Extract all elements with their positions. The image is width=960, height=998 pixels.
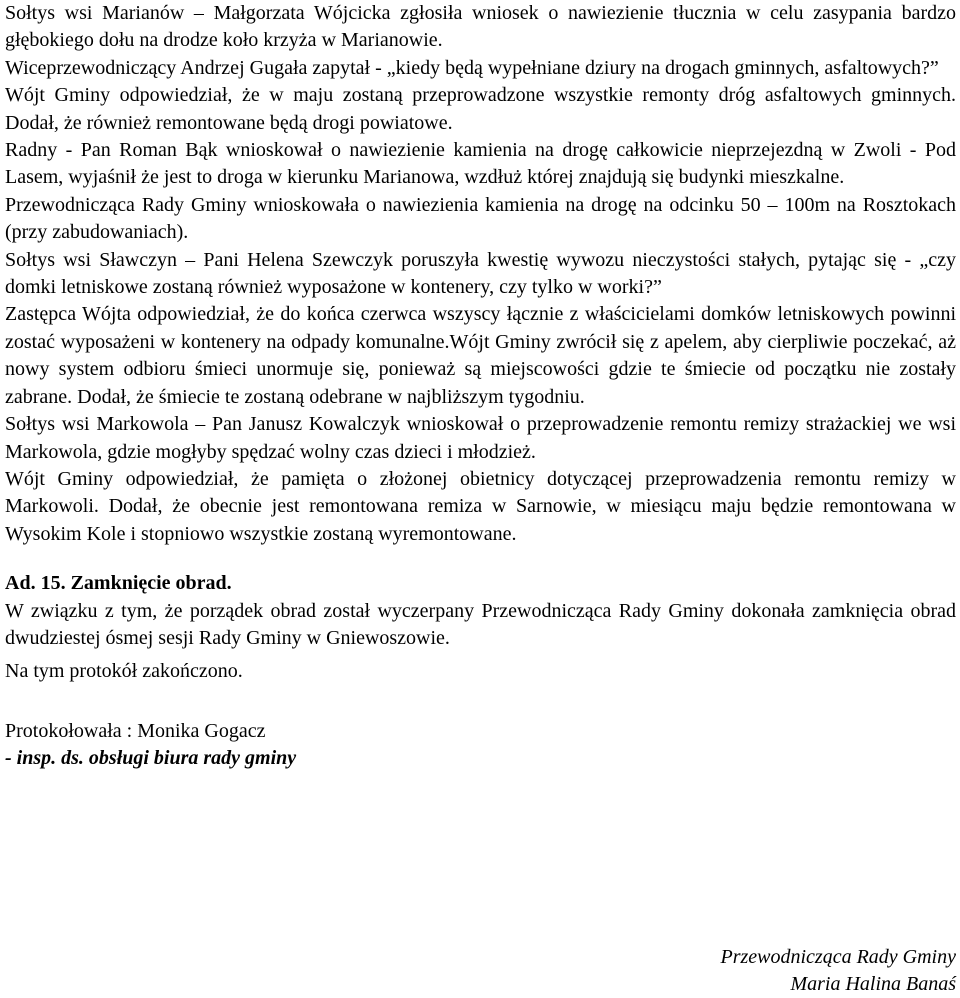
signature-title: Przewodnicząca Rady Gminy (720, 946, 956, 968)
recorder-role: - insp. ds. obsługi biura rady gminy (5, 747, 297, 770)
document-page (5, 0, 956, 773)
paragraph-vice-chair-question: Wiceprzewodniczący Andrzej Gugała zapytał - „kiedy będą wypełniane dziury na drogach gminnych, asfaltowych?” (5, 56, 939, 79)
signature-name: Maria Halina Banaś (790, 973, 956, 995)
paragraph-mayor-answer-roads: Wójt Gminy odpowiedział, że w maju zostaną przeprowadzone wszystkie remonty dróg asfaltowych gminnych. Dodał, że również remontowane będą drogi powiatowe. (5, 84, 956, 134)
signature-block (720, 944, 956, 998)
section-heading: Ad. 15. Zamknięcie obrad. (5, 572, 232, 595)
paragraph-councillor-bak: Radny - Pan Roman Bąk wnioskował o nawiezienie kamienia na drogę całkowicie nieprzejezdną w Zwoli - Pod Lasem, wyjaśnił że jest to droga w kierunku Marianowa, wzdłuż której znajdują się budynki mieszkalne. (5, 139, 956, 189)
section-closing-text: W związku z tym, że porządek obrad został wyczerpany Przewodnicząca Rady Gminy dokonała zamknięcia obrad dwudziestej ósmej sesji Rady Gminy w Gniewoszowie. (5, 599, 956, 649)
recorder-line: Protokołowała : Monika Gogacz (5, 719, 266, 742)
paragraph-deputy-mayor-answer: Zastępca Wójta odpowiedział, że do końca czerwca wszyscy łącznie z właścicielami domków letniskowych powinni zostać wyposażeni w kontenery na odpady komunalne.Wójt Gminy zwrócił się z apelem, aby cierpliwie poczekać, aż nowy system odbioru śmieci unormuje się, ponieważ są miejscowości gdzie te śmiecie od początku nie zostały zabrane. Dodał, że śmiecie te zostaną odebrane w najbliższym tygodniu. (5, 303, 956, 408)
paragraph-markowola-request: Sołtys wsi Markowola – Pan Janusz Kowalczyk wnioskował o przeprowadzenie remontu remizy strażackiej we wsi Markowola, gdzie mogłyby spędzać wolny czas dzieci i młodzież. (5, 413, 956, 463)
paragraph-chair-request: Przewodnicząca Rady Gminy wnioskowała o nawiezienia kamienia na drogę na odcinku 50 – 100m na Rosztokach (przy zabudowaniach). (5, 193, 956, 244)
paragraph-mayor-answer-remiza: Wójt Gminy odpowiedział, że pamięta o złożonej obietnicy dotyczącej przeprowadzenia remontu remizy w Markowoli. Dodał, że obecnie jest remontowana remiza w Sarnowie, w miesiącu maju będzie remontowana w Wysokim Kole i stopniowo wszystkie zostaną wyremontowane. (5, 467, 956, 545)
paragraph-marianow-request: Sołtys wsi Marianów – Małgorzata Wójcicka zgłosiła wniosek o nawiezienie tłucznia w celu zasypania bardzo głębokiego dołu na drodze koło krzyża w Marianowie. (5, 2, 956, 52)
closing-statement: Na tym protokół zakończono. (5, 660, 243, 683)
paragraph-slawczyn-question: Sołtys wsi Sławczyn – Pani Helena Szewczyk poruszyła kwestię wywozu nieczystości stałych, pytając się - „czy domki letniskowe zostaną również wyposażone w kontenery, czy tylko w worki?” (5, 248, 956, 299)
